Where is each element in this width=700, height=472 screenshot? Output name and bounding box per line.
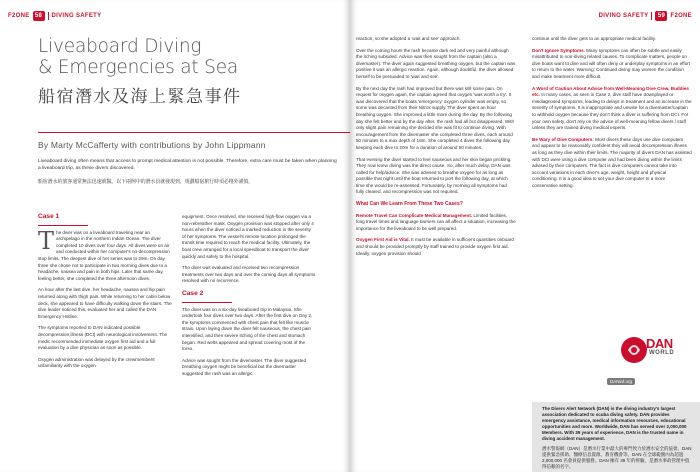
col2-paragraph: The diver was evaluated and received two recompression treatments over two days and over the coming days all symptoms resolved with no recurrence. bbox=[182, 265, 316, 284]
col4-paragraph: continue until the diver gets to an appropriate medical facility. bbox=[532, 36, 657, 41]
col1-paragraph: The diver was on a liveaboard traveling near an archipelago in the northern Indian Ocean. The diver completed 10 dives over four days. All dives were on air and conducted within her computer's no-decompression stop limits. The deepest dive of her series was to 29m. On day three she chose not to participate in two morning dives due to a headache, nausea and pain in both hips. Later that same day, feeling better, she completed the three afternoon dives. bbox=[38, 226, 170, 281]
dan-website-link[interactable]: DANinf.org bbox=[607, 378, 635, 385]
col2-paragraph: Advice was sought from the divemaster. The diver suggested breathing oxygen might be beneficial but the divemaster suggested the rash was an allergic bbox=[182, 357, 307, 376]
left-header-divider bbox=[48, 12, 49, 20]
col4-paragraph: Don't Ignore Symptoms. Many symptoms can often be subtle and easily misattributed to non-diving related causes. To complicate matters, people on dive boats want to dive and will often deny or underplay symptoms in an effort to return to the water. Warning: Continued diving may worsen the condition and make treatment more difficult. bbox=[532, 47, 690, 79]
col1-paragraph: An hour after the last dive, her headache, nausea and hip pain returned along with thigh pain. While returning to her cabin below deck, she appeared to have difficulty walking down the stairs. The dive leader noticed this, evaluated her and called the DAN Emergency Hotline. bbox=[38, 287, 172, 319]
article-title-chinese: 船宿潛水及海上緊急事件 bbox=[38, 87, 242, 106]
col3-paragraph: Remote Travel Can Complicate Medical Management. Limited facilities, long travel times and language barriers can all affect a situation, increasing the importance for the liveaboard to be well prepared. bbox=[356, 212, 516, 231]
intro-english: Liveaboard diving often means that access to prompt medical attention is not possible. Therefore, extra care must be taken when planning a liveaboard trip, as these divers discovered. bbox=[38, 159, 337, 171]
case-1-rule bbox=[38, 225, 88, 226]
col3-paragraph: reaction, so she adopted a 'wait and see' approach. bbox=[356, 36, 461, 41]
right-running-header bbox=[599, 11, 692, 21]
column-1 bbox=[38, 214, 172, 375]
col3-paragraph: By the next day the rash had improved but there was still some pain. On request for oxygen again, the captain agreed that oxygen 'was worth a try'. It was discovered that the boats 'emergency' oxygen cylinder was empty, so some was decanted from their Nitrox supply. The diver spent an hour breathing oxygen. She improved a little more during the day. By the following day she felt better and by the day after, the rash had all but disappeared. With only slight pain remaining she decided she was fit to continue diving. With encouragement from the divemaster she completed three dives, each around 50 minutes to a max depth of 18m. She completed 4 dives the following day keeping each dive to 20m for a duration of around 50 minutes. bbox=[356, 85, 515, 150]
col4-paragraph: Be Wary of Dive Computers: Most divers these days use dive computers and appear to be reasonably confident they will avoid decompression illness as long as they dive within their limits. The majority of divers DAN has assisted with DCI were using a dive computer and had been diving within the limits advised by their computers. The fact is dive computers cannot take into account variations in each diver's age, weight, height and physical conditioning. It is a good idea to set your dive computer to a more conservative setting. bbox=[532, 136, 692, 188]
col4-paragraph: A Word of Caution About Advice from Well-Meaning Dive Crew, Buddies etc. In many cases, as seen in Case 2, dive staff have downplayed or misdiagnosed symptoms, leading to delays in treatment and an increase in the severity of symptoms. It is inappropriate and unwise for a divemaster/captain to withhold oxygen because they don't think a diver is suffering from DCI. For your own safety, don't rely on the advice of well-meaning fellow divers / staff unless they are trained diving medical experts. bbox=[532, 85, 692, 131]
case-2-heading: Case 2 bbox=[182, 289, 204, 297]
dan-info-chinese: 潛水警報網（DAN）是潛水行業中最大的專門致力於潛水安全的協會。DAN 提供緊急援助、醫療信息資源、教育機會等。DAN 在全球範圍內為超過 2,000,000 名會員提供服務。DAN 擁有 39 年的經驗，是潛水事故管理中值得信賴的名字。 bbox=[542, 446, 692, 469]
right-section-name: DIVING SAFETY bbox=[598, 13, 649, 19]
col3-paragraph: Over the coming hours the rash became dark red and very painful although the itching subsided. Advice was then sought from the captain (also a divemaster). The diver again suggested breathing oxygen, but the captain was positive it was an allergic reaction. Again, although doubtful, the diver allowed herself to be persuaded to 'wait and see'. bbox=[356, 47, 516, 79]
left-section-name: DIVING SAFETY bbox=[51, 13, 102, 19]
article-title bbox=[38, 36, 298, 78]
title-line-1: Liveaboard Diving bbox=[38, 36, 202, 57]
byline-top-rule bbox=[38, 132, 350, 133]
column-2 bbox=[182, 214, 316, 382]
col3-paragraph: That evening the diver started to feel nauseous and her skin began prickling. They now knew diving was the direct cause. So, after much delay, DAN was called for help/advice. She was advised to breathe oxygen for as long as possible that night until the boat returned to port the following day, at which time she would be re-assessed. Fortunately, by morning all symptoms had fully cleared, and recompression was not required. bbox=[356, 156, 512, 195]
right-brand: F2ONE bbox=[670, 13, 692, 19]
column-4 bbox=[532, 36, 692, 194]
right-header-divider bbox=[651, 12, 652, 20]
drop-cap: T bbox=[38, 226, 55, 255]
col3-paragraph: Oxygen First Aid is Vital. It must be available in sufficient quantities onboard and should be provided promptly by staff trained to provide oxygen first aid. Ideally, oxygen provision should bbox=[356, 237, 514, 256]
title-line-2: & Emergencies at Sea bbox=[38, 57, 239, 78]
col1-paragraph: The symptoms reported to DAN indicated possible decompression illness (DCI) with neurological involvement. The medic recommended immediate oxygen first aid and a full evaluation by a dive physician as soon as possible. bbox=[38, 325, 168, 351]
col2-paragraph: equipment. Once resolved, she received high-flow oxygen via a non-rebreather mask. Oxygen provision was stopped after only 4 hours when the diver noticed a marked reduction in the severity of her symptoms. The vessel's remote location prolonged the transit time required to reach the medical facility. Ultimately, the boat crew arranged for a local speedboat to transport the diver quickly and safely to the hospital. bbox=[182, 214, 314, 259]
column-3 bbox=[356, 36, 516, 262]
dan-logo-word: DAN bbox=[646, 336, 673, 351]
left-brand: F2ONE bbox=[8, 13, 30, 19]
dan-logo-subtitle: WORLD bbox=[649, 350, 675, 356]
left-running-header bbox=[8, 11, 101, 21]
case-1-heading: Case 1 bbox=[38, 213, 60, 220]
dan-info-text bbox=[542, 406, 694, 470]
left-page-number: 58 bbox=[33, 11, 45, 21]
col1-paragraph: Oxygen administration was delayed by the crewmembers' unfamiliarity with the oxygen bbox=[38, 356, 156, 369]
right-page-number: 59 bbox=[655, 11, 667, 21]
right-page bbox=[350, 0, 700, 472]
lessons-subheading: What Can We Learn From These Two Cases? bbox=[356, 201, 463, 208]
dan-info-box bbox=[532, 402, 700, 472]
intro-chinese: 船宿潛水的旅客通常無法迅速就醫。以下兩例中的潛水員就發現到，規劃船宿旅行時須必格外謹慎。 bbox=[38, 180, 254, 185]
case-2-rule bbox=[182, 302, 232, 303]
dan-info-english: The Divers Alert Network (DAN) is the diving industry's largest association dedicated to scuba diving safety. DAN provides emergency assistance, medical information resources, educational opportunities and more. Worldwide, DAN has served over 2,000,000 Members. With 39 years of experience, DAN is the trusted name in diving accident management. bbox=[542, 406, 687, 441]
col2-paragraph: The diver was on a six-day liveaboard trip in Malaysia. She undertook four dives over two days. After the first dive on Day 2, the symptoms commenced with chest pain that felt like muscle strain. Upon laying down the diver felt nauseous, the chest pain intensified, and then severe itching of the chest and stomach began. Red welts appeared and spread covering most of the torso. bbox=[182, 306, 313, 352]
byline: By Marty McCafferty with contributions by John Lippmann bbox=[38, 140, 266, 150]
